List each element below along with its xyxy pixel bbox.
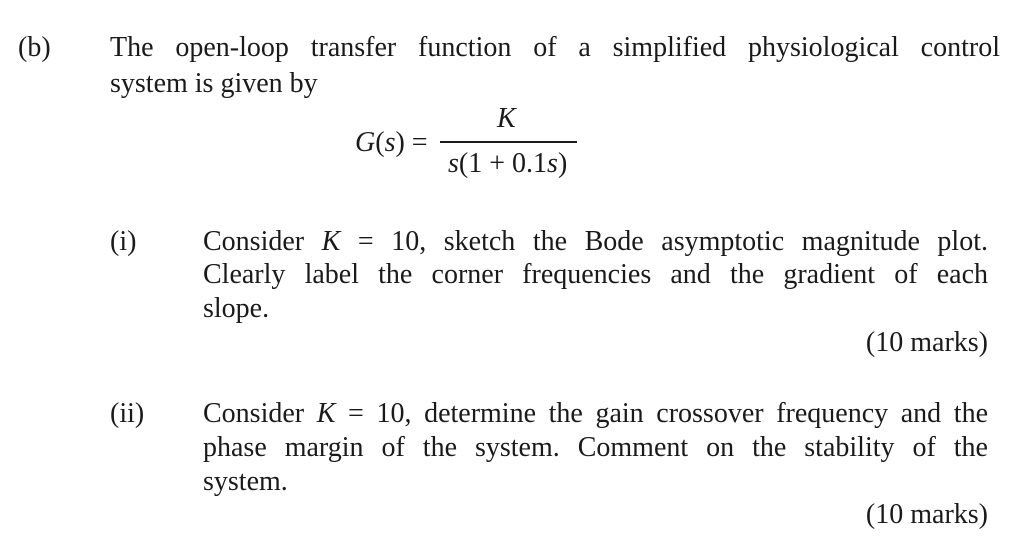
part-i-text-a: Consider (203, 226, 322, 257)
part-label: (ii) (110, 398, 145, 429)
equation-lhs (355, 127, 428, 159)
part-ii-line-3: system. (203, 466, 288, 497)
intro-line-2: system is given by (110, 68, 318, 99)
part-i-line-2: Clearly label the corner frequencies and the gradient of each (203, 259, 988, 290)
intro-line-1: The open-loop transfer function of a simplified physiological control (110, 32, 1000, 63)
part-label: (i) (110, 226, 137, 257)
equation-g-symbol: G (355, 127, 376, 158)
part-i-line-1 (203, 226, 988, 258)
part-i-text-b: = 10, sketch the Bode asymptotic magnitude plot. (340, 226, 988, 257)
part-ii-marks: (10 marks) (865, 499, 988, 530)
equation-equals: ) = (395, 127, 428, 158)
k-symbol: K (321, 226, 341, 257)
part-i-line-3: slope. (203, 293, 270, 324)
part-ii-line-1 (203, 398, 988, 430)
part-ii-text-b: = 10, determine the gain crossover frequency and the (335, 398, 989, 429)
denominator-s: s (448, 148, 459, 179)
question-label: (b) (18, 32, 51, 63)
part-ii-text-a: Consider (203, 398, 317, 429)
equation-s-symbol: s (384, 127, 396, 158)
equation-denominator (448, 148, 567, 180)
equation-paren-open: ( (375, 127, 385, 158)
part-i-marks: (10 marks) (865, 327, 988, 358)
k-symbol: K (316, 398, 336, 429)
denominator-end: ) (557, 148, 568, 179)
fraction-bar (440, 141, 577, 143)
equation-numerator: K (497, 103, 516, 134)
denominator-s2: s (547, 148, 558, 179)
part-ii-line-2: phase margin of the system. Comment on the stability of the (203, 432, 988, 463)
denominator-mid: (1 + 0.1 (458, 148, 548, 179)
